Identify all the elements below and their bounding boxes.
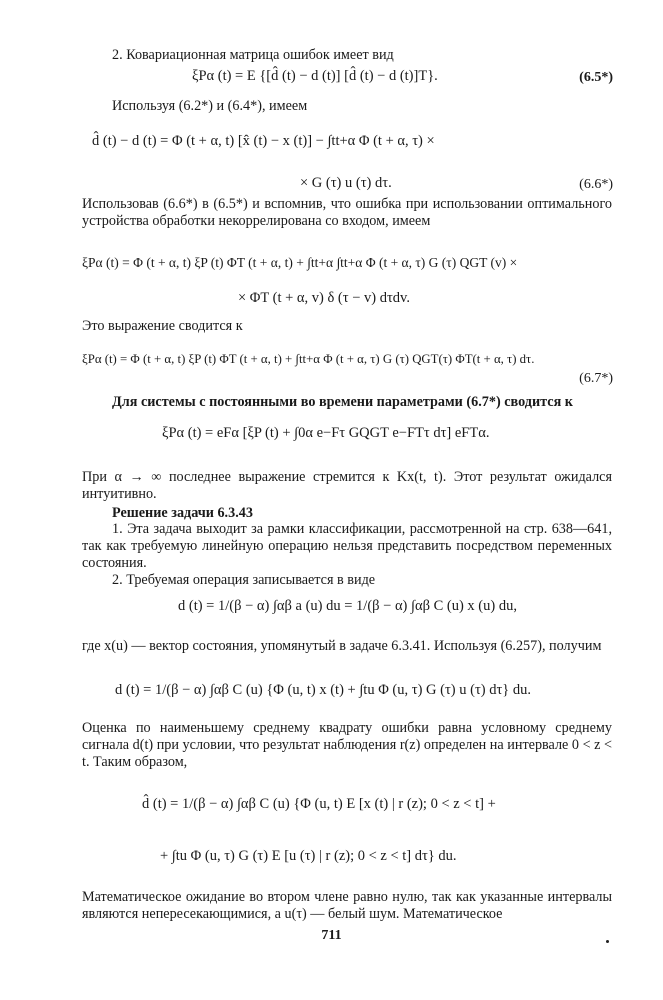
- equation-6-6b: × G (τ) u (τ) dτ.: [300, 175, 392, 191]
- section-heading: Решение задачи 6.3.43: [112, 505, 253, 521]
- paragraph: При α → ∞ последнее выражение стремится к Kx(t, t). Этот результат ожидался интуитивно.: [82, 469, 612, 502]
- paragraph: Математическое ожидание во втором члене равно нулю, так как указанные интервалы являются непересекающимися, а u(τ) — белый шум. Математическое: [82, 889, 612, 922]
- text-line: Для системы с постоянными во времени параметрами (6.7*) сводится к: [112, 394, 573, 410]
- equation-d-t-expanded: d (t) = 1/(β − α) ∫αβ C (u) {Φ (u, t) x (t) + ∫tu Φ (u, τ) G (τ) u (τ) dτ} du.: [115, 682, 532, 698]
- equation-number: (6.7*): [579, 371, 613, 386]
- paragraph: Оценка по наименьшему среднему квадрату ошибки равна условному среднему сигнала d(t) при условии, что результат наблюдения r(z) определен на интервале 0 < z < t. Таким образом,: [82, 720, 612, 770]
- paragraph: Использовав (6.6*) в (6.5*) и вспомнив, что ошибка при использовании оптимального устройства обработки некоррелирована со входом, имеем: [82, 196, 612, 229]
- equation-long-a: ξPα (t) = Φ (t + α, t) ξP (t) ΦT (t + α, t) + ∫tt+α ∫tt+α Φ (t + α, τ) G (τ) QGT (v) ×: [82, 255, 518, 270]
- equation-constant-params: ξPα (t) = eFα [ξP (t) + ∫0α e−Fτ GQGT e−FTτ dτ] eFTα.: [162, 425, 490, 441]
- page-number: 711: [321, 928, 342, 943]
- equation-6-7: ξPα (t) = Φ (t + α, t) ξP (t) ΦT (t + α, t) + ∫tt+α Φ (t + α, τ) G (τ) QGT(τ) ΦT(t + α, τ) dτ.: [82, 352, 535, 366]
- text-line: 2. Требуемая операция записывается в виде: [112, 572, 376, 588]
- equation-d-t: d (t) = 1/(β − α) ∫αβ a (u) du = 1/(β − α) ∫αβ C (u) x (u) du,: [178, 598, 517, 614]
- paragraph: 1. Эта задача выходит за рамки классификации, рассмотренной на стр. 638—641, так как требуемую линейную операцию нельзя представить посредством переменных состояния.: [82, 521, 612, 571]
- equation-number: (6.6*): [579, 177, 613, 192]
- paragraph: где x(u) — вектор состояния, упомянутый в задаче 6.3.41. Используя (6.257), получим: [82, 638, 602, 654]
- equation-6-5: ξPα (t) = E {[d̂ (t) − d (t)] [d̂ (t) − d (t)]T}.: [192, 68, 438, 84]
- equation-estimate-a: d̂ (t) = 1/(β − α) ∫αβ C (u) {Φ (u, t) E [x (t) | r (z); 0 < z < t] +: [142, 796, 496, 812]
- text-line: Это выражение сводится к: [82, 318, 243, 334]
- text-line: 2. Ковариационная матрица ошибок имеет вид: [112, 47, 394, 63]
- equation-number: (6.5*): [579, 70, 613, 85]
- equation-6-6a: d̂ (t) − d (t) = Φ (t + α, t) [x̂ (t) − x (t)] − ∫tt+α Φ (t + α, τ) ×: [92, 133, 435, 149]
- text-line: Используя (6.2*) и (6.4*), имеем: [112, 98, 308, 114]
- speck: [606, 940, 609, 943]
- equation-estimate-b: + ∫tu Φ (u, τ) G (τ) E [u (τ) | r (z); 0 < z < t] dτ} du.: [160, 848, 457, 864]
- equation-long-b: × ΦT (t + α, v) δ (τ − v) dτdv.: [238, 290, 410, 306]
